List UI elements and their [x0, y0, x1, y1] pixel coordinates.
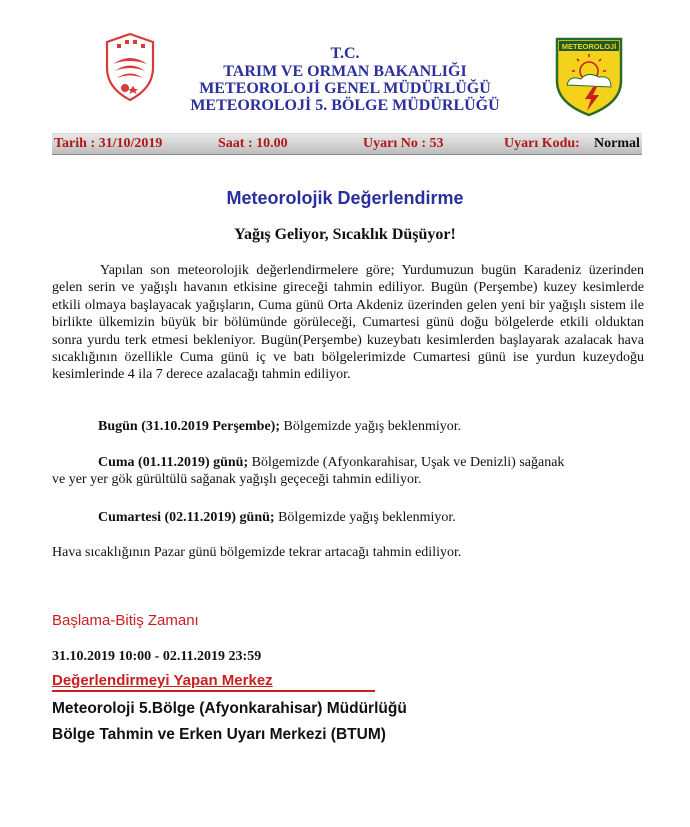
period-range: 31.10.2019 10:00 - 02.11.2019 23:59 — [52, 649, 262, 664]
closing-sentence: Hava sıcaklığının Pazar günü bölgemizde tekrar artacağı tahmin ediliyor. — [52, 545, 462, 560]
forecast-today-text: Bölgemizde yağış beklenmiyor. — [280, 419, 462, 434]
forecast-friday-day: Cuma (01.11.2019) günü; — [98, 455, 249, 470]
warning-code-label: Uyarı Kodu: — [504, 136, 580, 151]
forecast-friday — [98, 455, 564, 471]
warning-code-value: Normal — [594, 136, 640, 151]
center-name-line1: Meteoroloji 5.Bölge (Afyonkarahisar) Müdürlüğü — [52, 700, 407, 717]
info-bar — [52, 133, 642, 155]
intro-paragraph: Yapılan son meteorolojik değerlendirmelere göre; Yurdumuzun bugün Karadeniz üzerinden gelen serin ve yağışlı havanın etkisine gireceği tahmin ediliyor. Bugün (Perşembe) kuzey kesimlerde etkili olmaya başlayacak yağışların, Cuma günü Orta Akdeniz üzerinden gelen yeni bir yağışlı sistem ile birlikte ülkemizin büyük bir bölümünde görüleceği, Cumartesi günü doğu bölgelerde etkili olduktan sonra yurdu terk etmesi bekleniyor. Bugün(Perşembe) kuzeybatı kesimlerden başlayarak azalacak hava sıcaklığının özellikle Cuma günü iç ve batı bölgelerimizde Cumartesi günü ise yurdun kuzeydoğu kesimlerinde 4 ila 7 derece azalacağı tahmin ediliyor. — [52, 263, 644, 383]
forecast-friday-text: Bölgemizde (Afyonkarahisar, Uşak ve Denizli) sağanak — [248, 455, 565, 470]
period-heading: Başlama-Bitiş Zamanı — [52, 612, 199, 629]
forecast-saturday-day: Cumartesi (02.11.2019) günü; — [98, 510, 275, 525]
forecast-today-day: Bugün (31.10.2019 Perşembe); — [98, 419, 280, 434]
warning-number-label: Uyarı No : 53 — [363, 136, 444, 151]
forecast-saturday — [98, 510, 456, 526]
date-label: Tarih : 31/10/2019 — [54, 136, 163, 151]
header-line-directorate: METEOROLOJİ GENEL MÜDÜRLÜĞÜ — [199, 80, 491, 97]
header-line-region: METEOROLOJİ 5. BÖLGE MÜDÜRLÜĞÜ — [190, 97, 500, 114]
meteorology-logo-text: METEOROLOJİ — [561, 42, 617, 51]
page-subtitle: Yağış Geliyor, Sıcaklık Düşüyor! — [234, 226, 456, 243]
center-heading-underline — [52, 690, 375, 692]
header-line-ministry: TARIM VE ORMAN BAKANLIĞI — [223, 63, 467, 80]
forecast-saturday-text: Bölgemizde yağış beklenmiyor. — [274, 510, 456, 525]
center-name-line2: Bölge Tahmin ve Erken Uyarı Merkezi (BTUM) — [52, 726, 386, 743]
header-line-tc: T.C. — [330, 45, 360, 62]
forecast-today — [98, 419, 461, 435]
time-label: Saat : 10.00 — [218, 136, 288, 151]
forecast-friday-continued: ve yer yer gök gürültülü sağanak yağışlı geçeceği tahmin ediliyor. — [52, 472, 422, 487]
page-title: Meteorolojik Değerlendirme — [226, 188, 464, 208]
center-heading: Değerlendirmeyi Yapan Merkez — [52, 672, 273, 689]
